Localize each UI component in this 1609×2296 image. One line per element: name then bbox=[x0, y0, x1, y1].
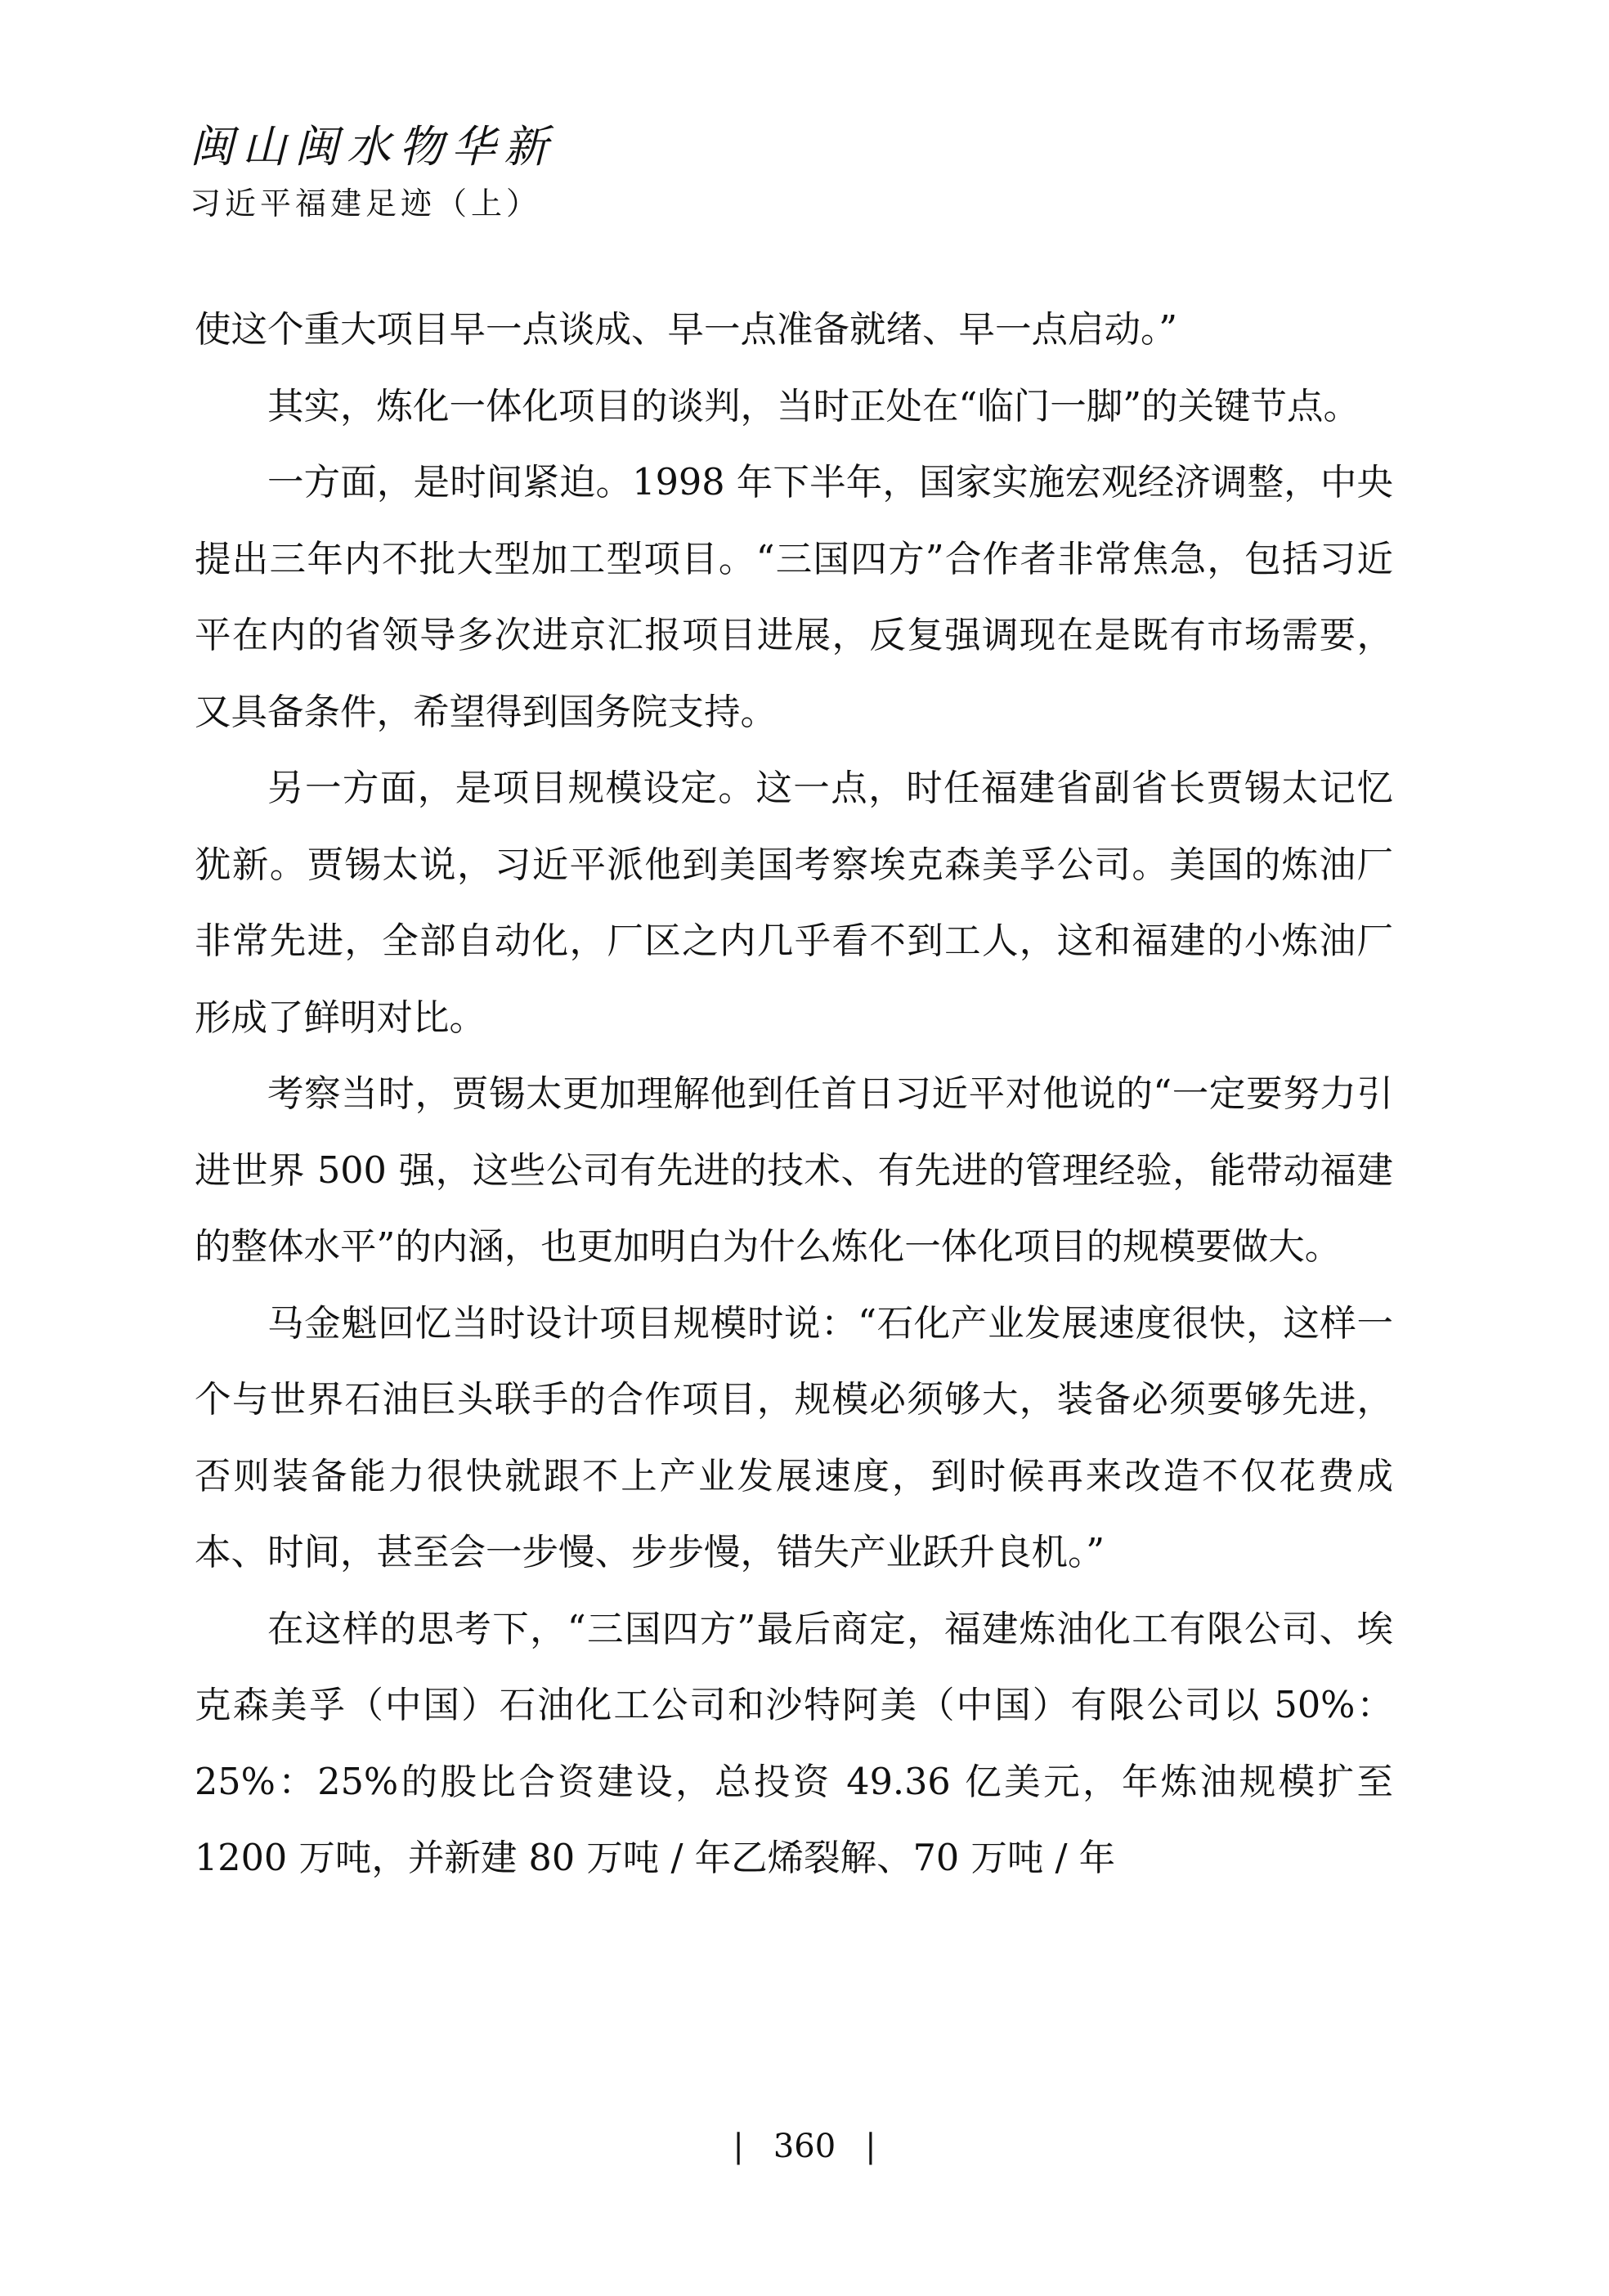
running-header bbox=[190, 116, 926, 227]
book-series-title: 闽山闽水物华新 bbox=[190, 121, 556, 172]
paragraph: 一方面，是时间紧迫。1998 年下半年，国家实施宏观经济调整，中央提出三年内不批大型加工型项目。“三国四方”合作者非常焦急，包括习近平在内的省领导多次进京汇报项目进展，反复强调现在是既有市场需要，又具备条件，希望得到国务院支持。 bbox=[195, 462, 1393, 733]
footer-divider-right: | bbox=[865, 2128, 876, 2165]
paragraph: 考察当时，贾锡太更加理解他到任首日习近平对他说的“一定要努力引进世界 500 强，这些公司有先进的技术、有先进的管理经验，能带动福建的整体水平”的内涵，也更加明白为什么炼化一体化项目的规模要做大。 bbox=[195, 1073, 1393, 1268]
page-footer bbox=[0, 2122, 1609, 2171]
footer-divider-left: | bbox=[733, 2128, 744, 2165]
paragraph: 马金魁回忆当时设计项目规模时说：“石化产业发展速度很快，这样一个与世界石油巨头联手的合作项目，规模必须够大，装备必须要够先进，否则装备能力很快就跟不上产业发展速度，到时候再来改造不仅花费成本、时间，甚至会一步慢、步步慢，错失产业跃升良机。” bbox=[195, 1302, 1393, 1573]
book-subtitle: 习近平福建足迹（上） bbox=[190, 186, 542, 222]
paragraph-continuation: 使这个重大项目早一点谈成、早一点准备就绪、早一点启动。” bbox=[195, 309, 1178, 351]
paragraph: 在这样的思考下，“三国四方”最后商定，福建炼油化工有限公司、埃克森美孚（中国）石油化工公司和沙特阿美（中国）有限公司以 50%：25%：25%的股比合资建设，总投资 49.36 亿美元，年炼油规模扩至 1200 万吨，并新建 80 万吨 / 年乙烯裂解、70 万吨 / 年 bbox=[195, 1608, 1393, 1879]
paragraph: 其实，炼化一体化项目的谈判，当时正处在“临门一脚”的关键节点。 bbox=[267, 385, 1360, 427]
body-text bbox=[195, 292, 1393, 1897]
page-number: 360 bbox=[773, 2128, 836, 2165]
paragraph: 另一方面，是项目规模设定。这一点，时任福建省副省长贾锡太记忆犹新。贾锡太说，习近平派他到美国考察埃克森美孚公司。美国的炼油厂非常先进，全部自动化，厂区之内几乎看不到工人，这和福建的小炼油厂形成了鲜明对比。 bbox=[195, 768, 1393, 1039]
